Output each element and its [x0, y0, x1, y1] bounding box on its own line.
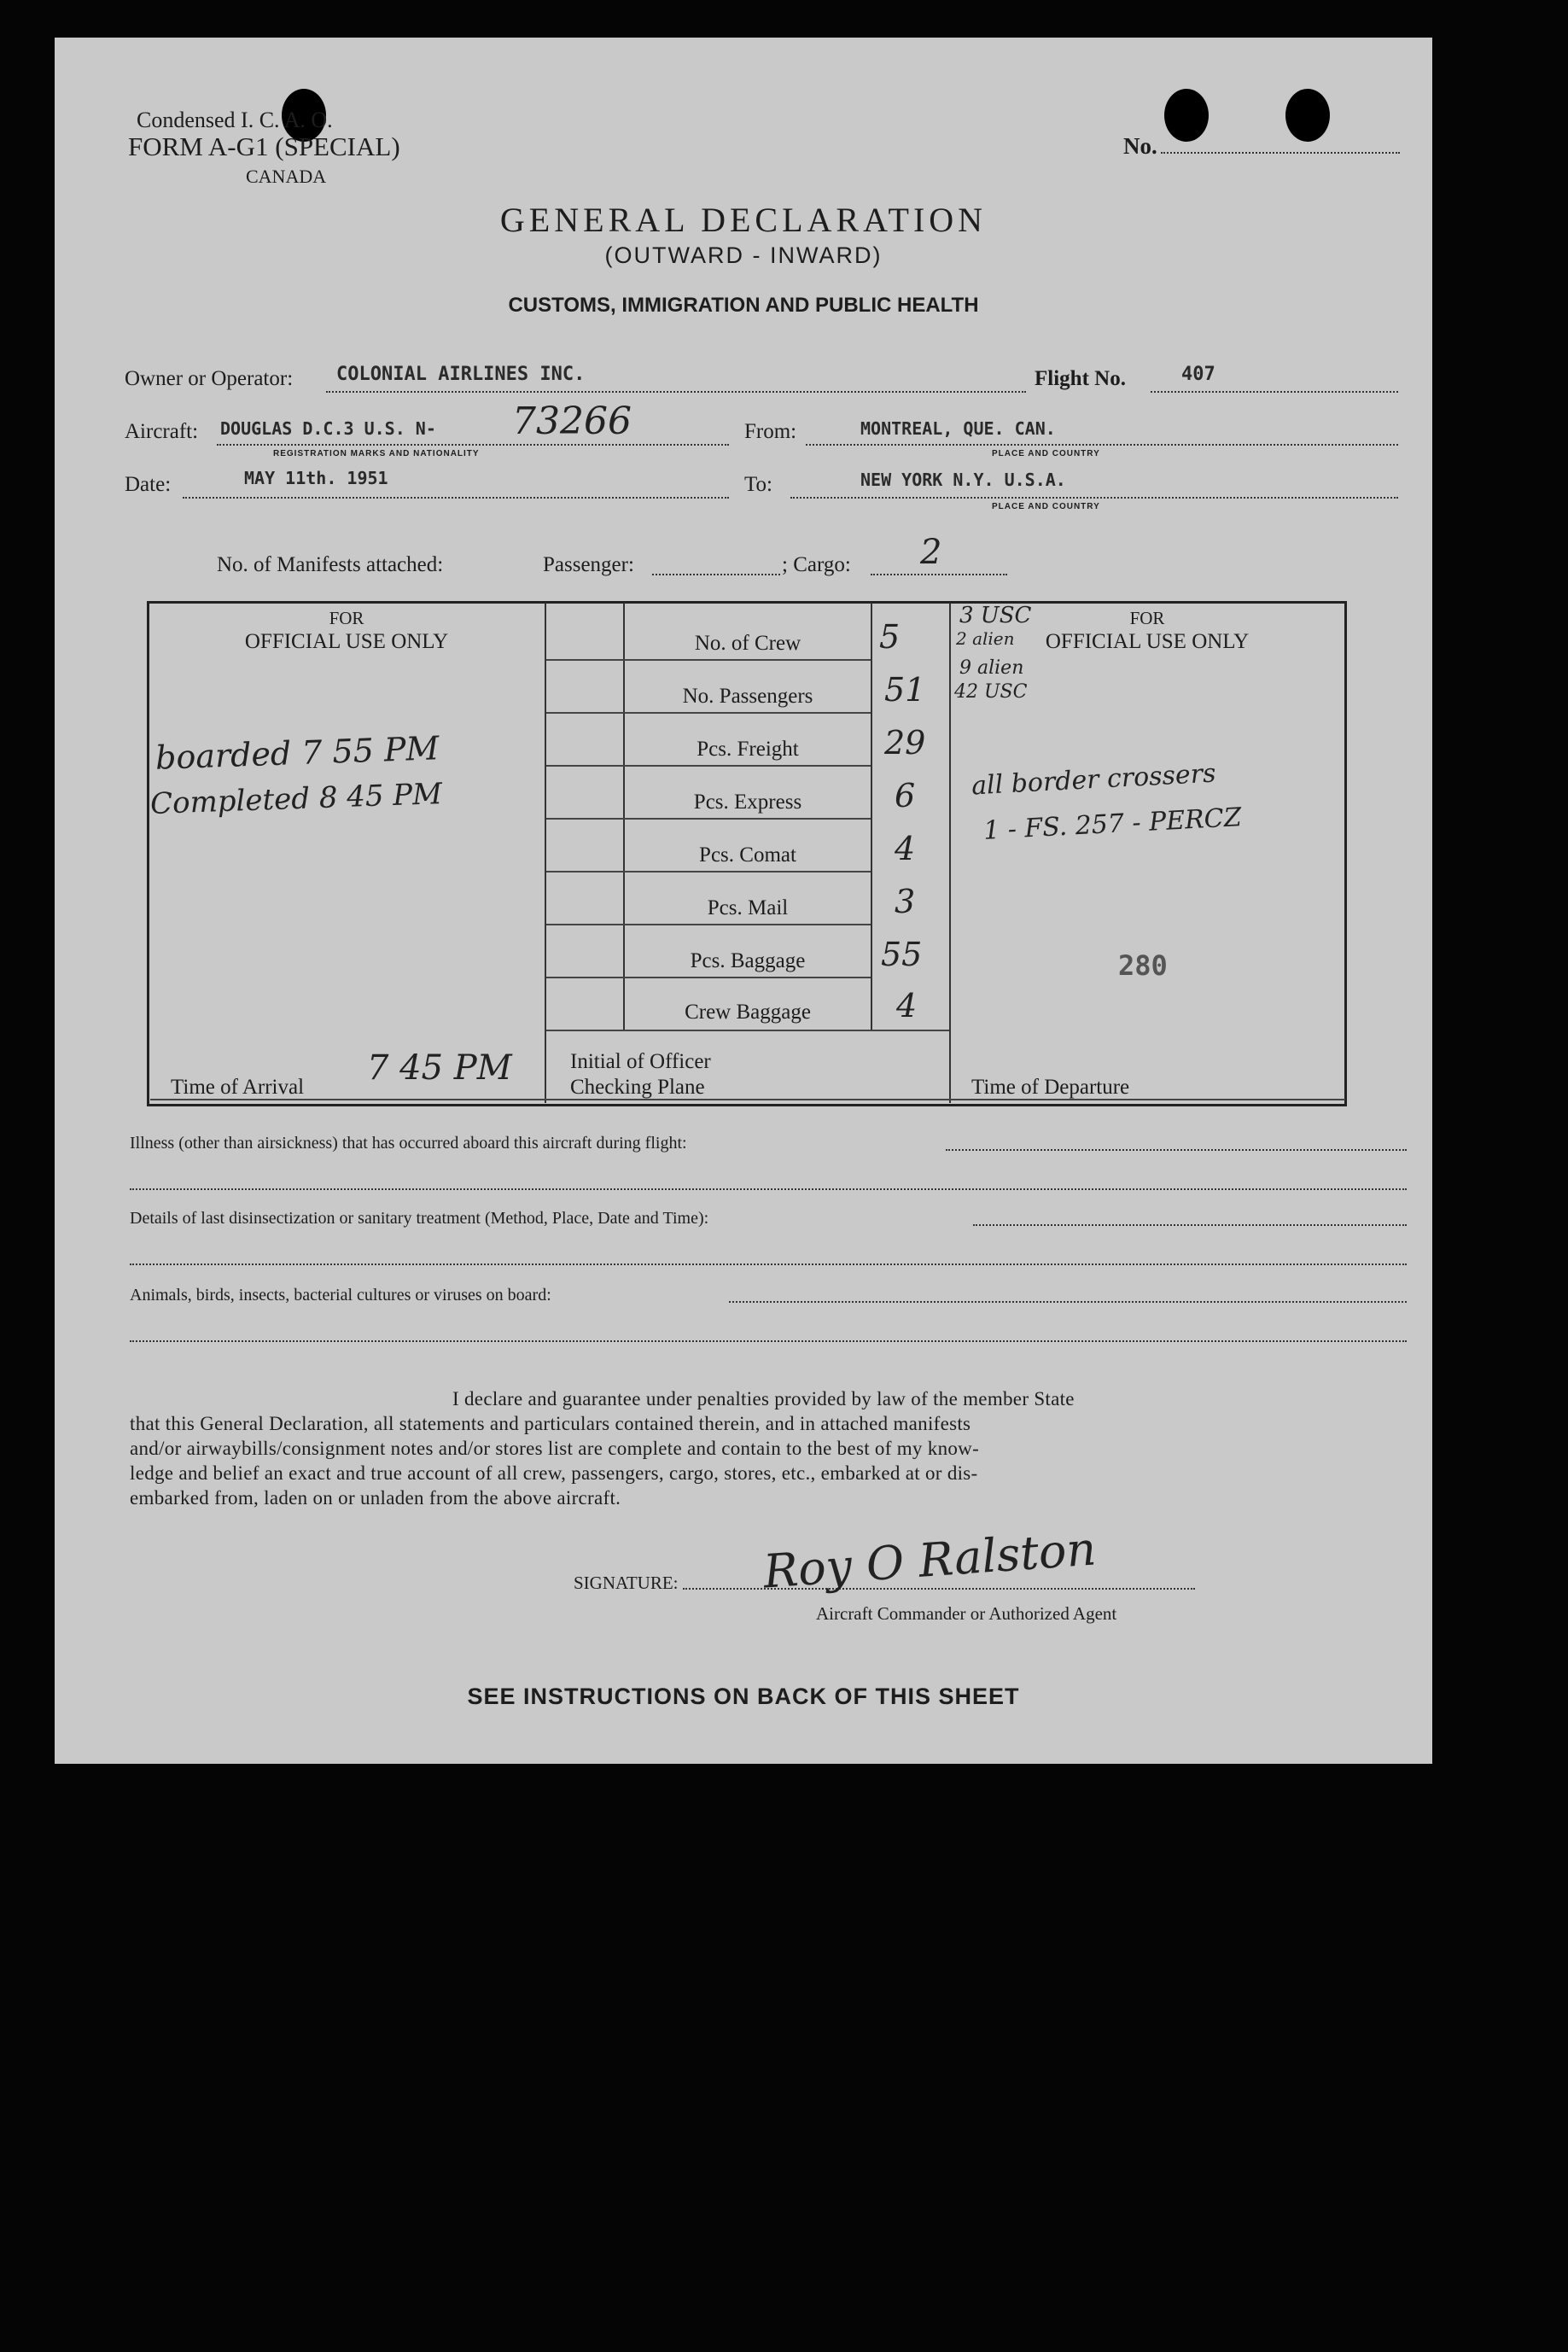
animals-answer-line-2 [130, 1340, 1407, 1342]
left-for-label: FOR [329, 608, 364, 628]
time-departure-label: Time of Departure [971, 1076, 1130, 1099]
from-place-caption: PLACE AND COUNTRY [992, 449, 1100, 458]
row-line [546, 659, 623, 661]
disinsectization-answer-line [973, 1224, 1407, 1226]
animals-answer-line [729, 1301, 1407, 1303]
illness-question: Illness (other than airsickness) that has occurred aboard this aircraft during flight: [130, 1134, 687, 1153]
instructions-footer: SEE INSTRUCTIONS ON BACK OF THIS SHEET [467, 1684, 1020, 1709]
left-official-label: OFFICIAL USE ONLY [244, 630, 449, 653]
aircraft-number: 73266 [512, 400, 632, 443]
punch-hole [1285, 89, 1330, 142]
manifests-cargo-value: 2 [920, 533, 942, 572]
flight-label: Flight No. [1035, 367, 1126, 390]
form-country: CANADA [246, 166, 327, 187]
disinsectization-question: Details of last disinsectization or sanitary treatment (Method, Place, Date and Time): [130, 1209, 709, 1228]
baggage-row-value: 55 [881, 936, 923, 973]
to-value: NEW YORK N.Y. U.S.A. [860, 470, 1066, 490]
owner-line [326, 391, 1026, 393]
flight-line [1151, 391, 1398, 393]
signature-label: SIGNATURE: [574, 1573, 679, 1593]
crew-baggage-row-value: 4 [896, 987, 918, 1024]
date-line [183, 497, 729, 499]
row-line [623, 977, 871, 978]
to-label: To: [744, 473, 772, 496]
crew-row-value: 5 [879, 618, 901, 656]
initial-officer-label: Initial of Officer [570, 1050, 711, 1073]
no-field-line [1161, 152, 1400, 154]
no-label: No. [1123, 133, 1157, 159]
manifests-label: No. of Manifests attached: [217, 553, 444, 576]
crew-note-alien: 2 alien [956, 628, 1015, 649]
right-for-label: FOR [1129, 608, 1165, 628]
row-line [623, 765, 871, 767]
boarded-note: boarded 7 55 PM [154, 729, 440, 777]
table-bottom-line [150, 1099, 1345, 1100]
manifests-passenger-label: Passenger: [543, 553, 634, 576]
row-line [546, 924, 623, 925]
declaration-line-3: and/or airwaybills/consignment notes and/or stores list are complete and contain to the best of my know- [130, 1438, 980, 1459]
time-arrival-label: Time of Arrival [171, 1076, 305, 1099]
from-line [806, 444, 1398, 446]
form-services: CUSTOMS, IMMIGRATION AND PUBLIC HEALTH [508, 294, 979, 317]
registration-caption: REGISTRATION MARKS AND NATIONALITY [273, 449, 480, 458]
date-value: MAY 11th. 1951 [244, 468, 388, 488]
passenger-note-alien: 9 alien [959, 657, 1024, 679]
baggage-row-label: Pcs. Baggage [690, 949, 806, 972]
punch-hole [1164, 89, 1209, 142]
table-divider [949, 603, 951, 1103]
comat-row-value: 4 [895, 830, 916, 867]
from-label: From: [744, 420, 797, 443]
declaration-line-1: I declare and guarantee under penalties provided by law of the member State [452, 1388, 1075, 1409]
time-arrival-value: 7 45 PM [367, 1048, 512, 1088]
date-label: Date: [125, 473, 172, 496]
flight-value: 407 [1181, 364, 1215, 385]
border-crossers-note: all border crossers [971, 758, 1217, 802]
form-condensed-label: Condensed I. C. A. O. [137, 108, 333, 132]
stamp-number: 280 [1118, 949, 1168, 982]
row-line [546, 712, 623, 714]
form-subtitle: (OUTWARD - INWARD) [604, 242, 883, 268]
manifests-cargo-line [871, 574, 1007, 575]
aircraft-value: DOUGLAS D.C.3 U.S. N- [220, 418, 436, 439]
row-line [623, 924, 871, 925]
owner-label: Owner or Operator: [125, 367, 294, 390]
passengers-row-label: No. Passengers [682, 685, 813, 708]
row-line [623, 818, 871, 820]
crew-note-usc: 3 USC [959, 603, 1032, 628]
row-line [546, 818, 623, 820]
declaration-line-4: ledge and belief an exact and true account of all crew, passengers, cargo, stores, etc., embarked at or dis- [130, 1462, 978, 1484]
declaration-form-sheet [55, 38, 1432, 1764]
row-line [623, 659, 871, 661]
row-line [546, 977, 623, 978]
table-divider [546, 1030, 949, 1031]
freight-row-value: 29 [884, 724, 926, 762]
signature-value: Roy O Ralston [761, 1521, 1099, 1599]
aircraft-line [217, 444, 729, 446]
from-value: MONTREAL, QUE. CAN. [860, 418, 1056, 439]
completed-note: Completed 8 45 PM [149, 777, 443, 821]
to-place-caption: PLACE AND COUNTRY [992, 502, 1100, 511]
crew-row-label: No. of Crew [694, 632, 801, 655]
disinsectization-answer-line-2 [130, 1264, 1407, 1265]
crew-baggage-row-label: Crew Baggage [685, 1001, 811, 1024]
declaration-line-2: that this General Declaration, all statements and particulars contained therein, and in attached manifests [130, 1413, 971, 1434]
signature-line [683, 1588, 1195, 1590]
row-line [623, 712, 871, 714]
row-line [546, 765, 623, 767]
checking-plane-label: Checking Plane [570, 1076, 705, 1099]
animals-question: Animals, birds, insects, bacterial cultures or viruses on board: [130, 1286, 551, 1304]
row-line [623, 871, 871, 873]
manifests-cargo-label: ; Cargo: [782, 553, 851, 576]
signer-caption: Aircraft Commander or Authorized Agent [816, 1603, 1117, 1624]
aircraft-label: Aircraft: [125, 420, 199, 443]
fs-note: 1 - FS. 257 - PERCZ [982, 802, 1243, 846]
to-line [790, 497, 1398, 499]
passenger-note-usc: 42 USC [954, 681, 1028, 703]
illness-answer-line [946, 1149, 1407, 1151]
right-official-label: OFFICIAL USE ONLY [1045, 630, 1250, 653]
illness-answer-line-2 [130, 1188, 1407, 1190]
mail-row-value: 3 [895, 883, 916, 920]
declaration-line-5: embarked from, laden on or unladen from the above aircraft. [130, 1487, 621, 1509]
mail-row-label: Pcs. Mail [707, 896, 789, 919]
form-number: FORM A-G1 (SPECIAL) [128, 131, 400, 161]
freight-row-label: Pcs. Freight [697, 738, 799, 761]
express-row-label: Pcs. Express [693, 791, 802, 814]
row-line [546, 871, 623, 873]
manifests-passenger-line [652, 574, 780, 575]
express-row-value: 6 [895, 777, 916, 814]
comat-row-label: Pcs. Comat [699, 843, 796, 867]
owner-value: COLONIAL AIRLINES INC. [336, 364, 586, 385]
form-title: GENERAL DECLARATION [499, 201, 988, 239]
passengers-row-value: 51 [884, 671, 926, 709]
table-divider [545, 603, 546, 1103]
